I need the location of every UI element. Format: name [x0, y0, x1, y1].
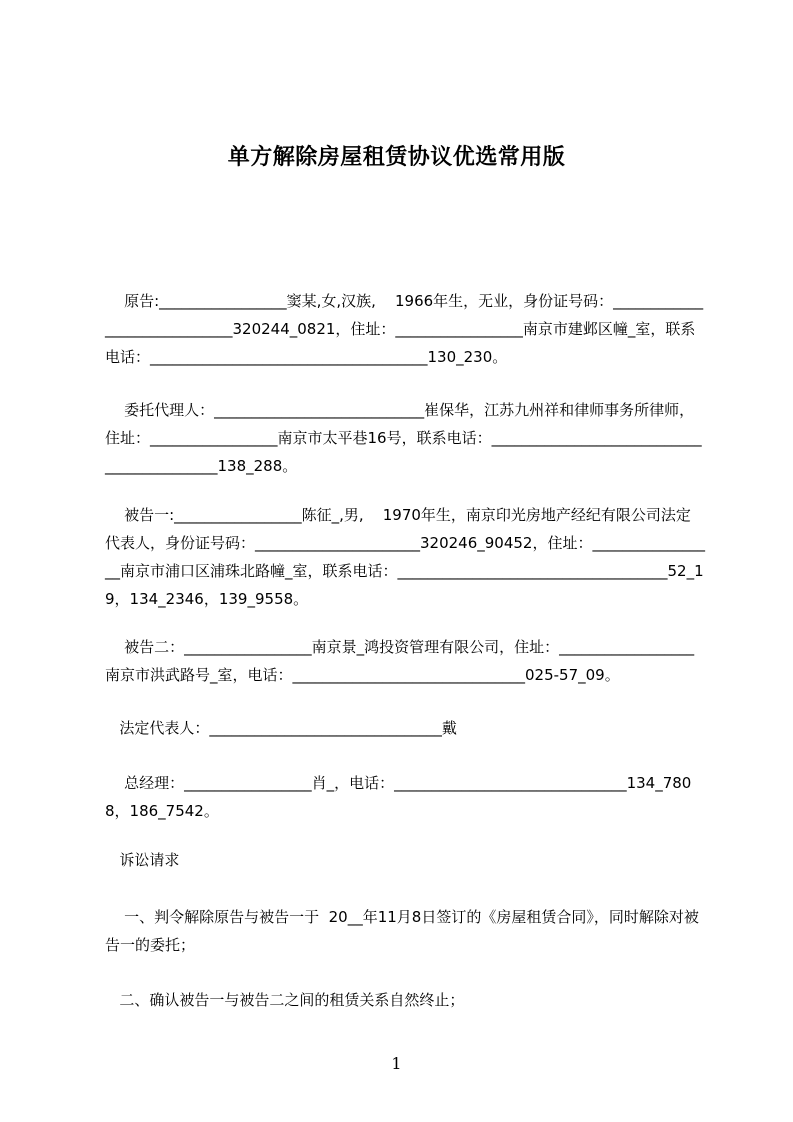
page-number: 1: [391, 1054, 402, 1073]
claims-heading: 诉讼请求: [105, 851, 180, 869]
claim-1-paragraph: 一、判令解除原告与被告一于 20__年11月8日签订的《房屋租赁合同》，同时解除对被告一的委托；: [105, 908, 699, 954]
plaintiff-paragraph: 原告:_________________窦某,女,汉族, 1966年生，无业，身份证号码：_____________________________320244_0821，住址：_________________南京市建邺区幢_室，联系电话：_____________________________________130_230。: [105, 292, 704, 366]
general-manager-paragraph: 总经理：_________________肖_，电话：_______________________________134_7808，186_7542。: [105, 774, 692, 820]
defendant1-paragraph: 被告一:_________________陈征_,男, 1970年生，南京印光房地产经纪有限公司法定代表人，身份证号码：______________________320246_90452，住址：_________________南京市浦口区浦珠北路幢_室，联系电话：____________________________________52_19，134_2346，139_9558。: [105, 506, 705, 608]
defendant2-paragraph: 被告二：_________________南京景_鸿投资管理有限公司，住址：__________________南京市洪武路号_室，电话：_______________________________025-57_09。: [105, 638, 695, 684]
claim-2-paragraph: 二、确认被告一与被告二之间的租赁关系自然终止；: [105, 991, 465, 1009]
legal-representative-line: 法定代表人：_______________________________戴: [105, 719, 457, 737]
document-title: 单方解除房屋租赁协议优选常用版: [227, 145, 566, 170]
agent-paragraph: 委托代理人：____________________________崔保华，江苏九州祥和律师事务所律师，住址：_________________南京市太平巷16号，联系电话：___________________________________________138_288。: [105, 401, 702, 475]
